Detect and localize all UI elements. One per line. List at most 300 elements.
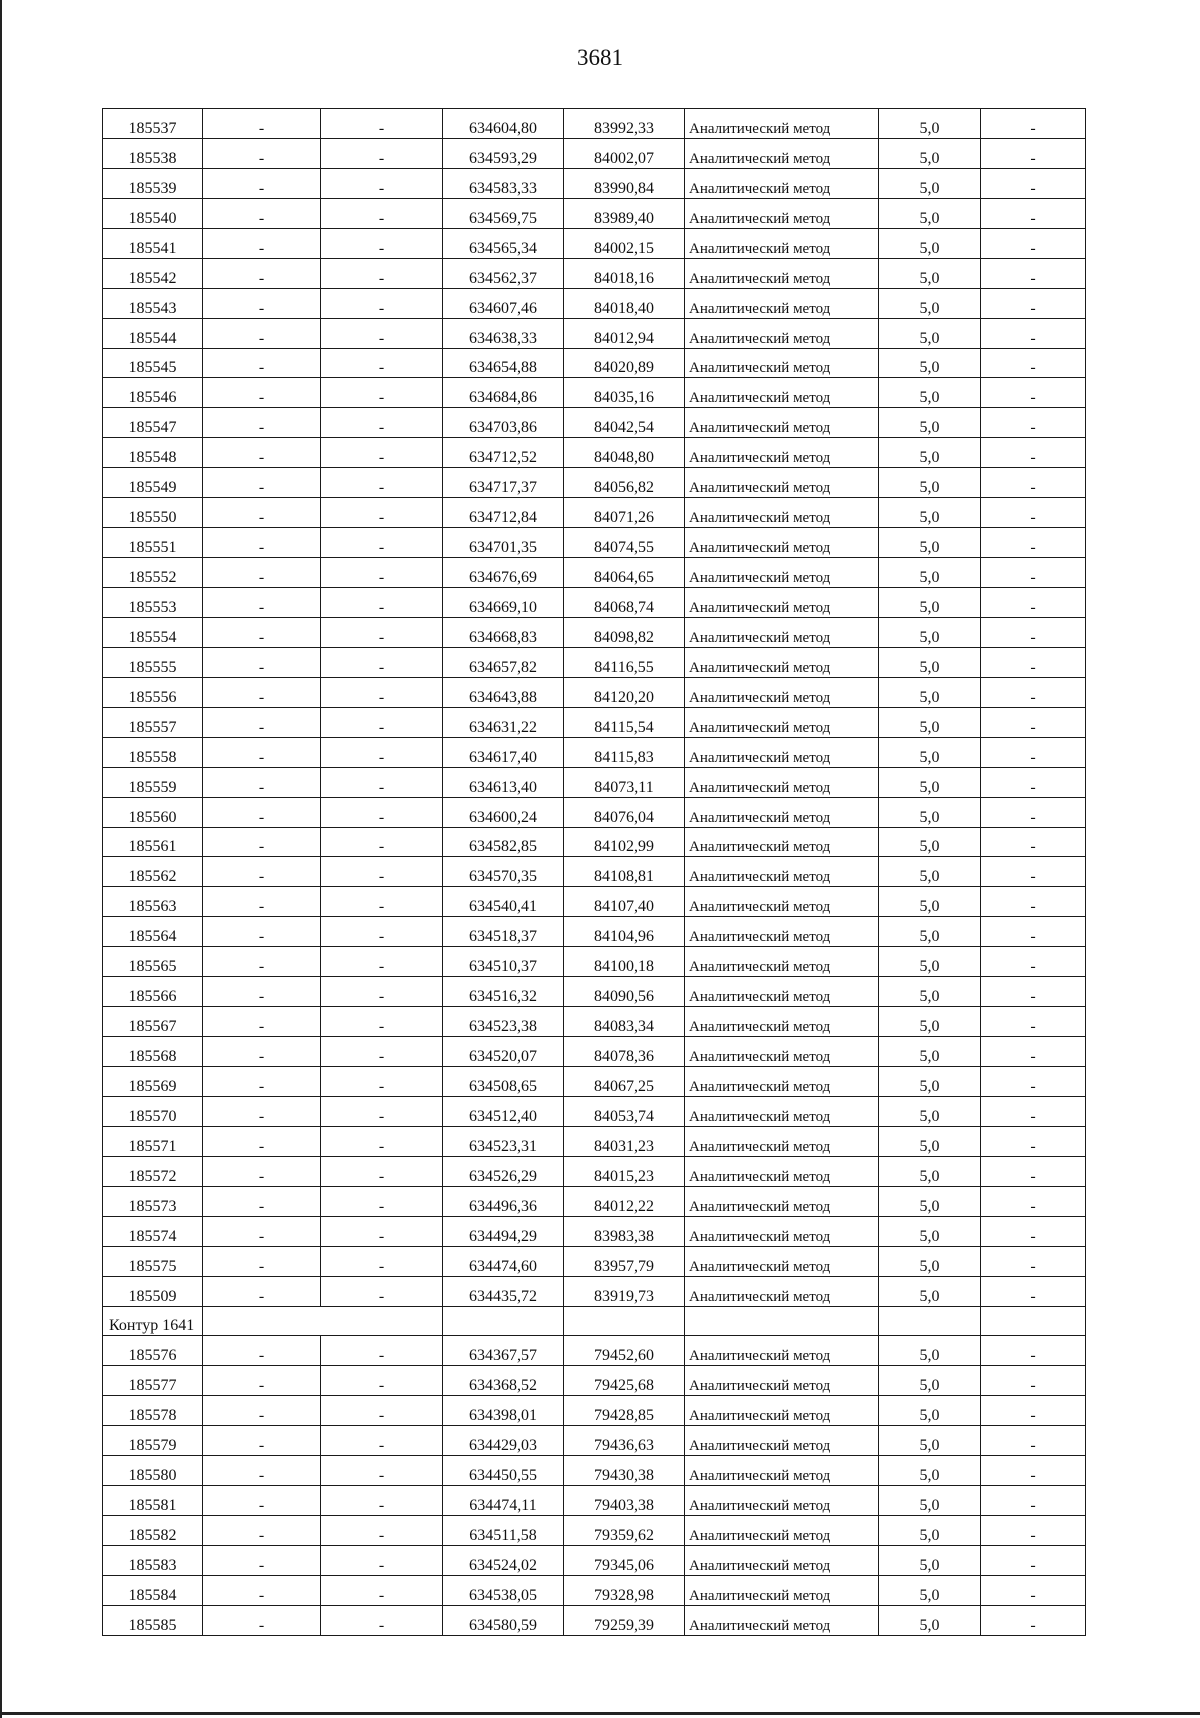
empty-dash-cell: - <box>321 767 443 797</box>
empty-dash-cell: - <box>981 1246 1086 1276</box>
method-cell: Аналитический метод <box>685 109 879 139</box>
point-number-cell: 185542 <box>103 258 203 288</box>
table-row <box>103 947 1086 977</box>
y-coordinate-cell: 84068,74 <box>564 588 685 618</box>
point-number-cell: 185545 <box>103 348 203 378</box>
table-row <box>103 887 1086 917</box>
method-cell: Аналитический метод <box>685 1486 879 1516</box>
table-row <box>103 737 1086 767</box>
empty-dash-cell: - <box>203 737 321 767</box>
x-coordinate-cell: 634523,38 <box>443 1007 564 1037</box>
method-cell: Аналитический метод <box>685 1096 879 1126</box>
empty-dash-cell: - <box>981 887 1086 917</box>
x-coordinate-cell: 634511,58 <box>443 1516 564 1546</box>
empty-dash-cell: - <box>203 887 321 917</box>
empty-dash-cell: - <box>203 1276 321 1306</box>
table-row <box>103 1366 1086 1396</box>
accuracy-cell: 5,0 <box>879 1605 981 1635</box>
empty-dash-cell: - <box>321 528 443 558</box>
table-row <box>103 1396 1086 1426</box>
empty-dash-cell: - <box>203 917 321 947</box>
point-number-cell: 185550 <box>103 498 203 528</box>
x-coordinate-cell: 634538,05 <box>443 1575 564 1605</box>
table-row <box>103 707 1086 737</box>
table-row <box>103 1426 1086 1456</box>
empty-dash-cell: - <box>321 1096 443 1126</box>
point-number-cell: 185568 <box>103 1037 203 1067</box>
point-number-cell: 185569 <box>103 1067 203 1097</box>
accuracy-cell: 5,0 <box>879 707 981 737</box>
method-cell: Аналитический метод <box>685 498 879 528</box>
page-number: 3681 <box>577 45 623 70</box>
empty-dash-cell: - <box>321 498 443 528</box>
x-coordinate-cell: 634717,37 <box>443 468 564 498</box>
empty-dash-cell: - <box>203 438 321 468</box>
empty-dash-cell: - <box>203 1156 321 1186</box>
x-coordinate-cell: 634607,46 <box>443 288 564 318</box>
empty-dash-cell: - <box>203 827 321 857</box>
point-number-cell: 185541 <box>103 228 203 258</box>
point-number-cell: 185574 <box>103 1216 203 1246</box>
table-row <box>103 498 1086 528</box>
empty-dash-cell: - <box>203 258 321 288</box>
empty-dash-cell: - <box>321 468 443 498</box>
y-coordinate-cell: 84048,80 <box>564 438 685 468</box>
method-cell: Аналитический метод <box>685 198 879 228</box>
empty-dash-cell: - <box>981 378 1086 408</box>
empty-dash-cell: - <box>203 1336 321 1366</box>
table-row <box>103 1516 1086 1546</box>
table-row <box>103 1156 1086 1186</box>
point-number-cell: 185562 <box>103 857 203 887</box>
empty-dash-cell: - <box>203 1186 321 1216</box>
page-border-left <box>0 0 2 1718</box>
table-row <box>103 288 1086 318</box>
empty-dash-cell: - <box>981 1336 1086 1366</box>
empty-dash-cell: - <box>321 1486 443 1516</box>
empty-dash-cell: - <box>321 1336 443 1366</box>
empty-dash-cell: - <box>203 1396 321 1426</box>
y-coordinate-cell: 84018,16 <box>564 258 685 288</box>
table-row <box>103 1456 1086 1486</box>
point-number-cell: 185509 <box>103 1276 203 1306</box>
accuracy-cell: 5,0 <box>879 198 981 228</box>
empty-dash-cell: - <box>981 707 1086 737</box>
empty-dash-cell: - <box>981 109 1086 139</box>
empty-dash-cell: - <box>321 378 443 408</box>
point-number-cell: 185549 <box>103 468 203 498</box>
empty-dash-cell: - <box>321 318 443 348</box>
empty-dash-cell: - <box>981 1067 1086 1097</box>
empty-dash-cell: - <box>981 1516 1086 1546</box>
empty-dash-cell: - <box>321 1246 443 1276</box>
empty-dash-cell: - <box>981 468 1086 498</box>
y-coordinate-cell: 84074,55 <box>564 528 685 558</box>
empty-dash-cell: - <box>321 1366 443 1396</box>
empty-dash-cell: - <box>321 408 443 438</box>
x-coordinate-cell: 634368,52 <box>443 1366 564 1396</box>
y-coordinate-cell: 83992,33 <box>564 109 685 139</box>
empty-dash-cell: - <box>203 1126 321 1156</box>
point-number-cell: 185548 <box>103 438 203 468</box>
x-coordinate-cell: 634450,55 <box>443 1456 564 1486</box>
x-coordinate-cell: 634583,33 <box>443 168 564 198</box>
empty-dash-cell: - <box>981 617 1086 647</box>
point-number-cell: 185565 <box>103 947 203 977</box>
point-number-cell: 185537 <box>103 109 203 139</box>
point-number-cell: 185570 <box>103 1096 203 1126</box>
method-cell: Аналитический метод <box>685 887 879 917</box>
page-border-bottom <box>0 1712 1200 1715</box>
method-cell: Аналитический метод <box>685 318 879 348</box>
table-row <box>103 109 1086 139</box>
x-coordinate-cell: 634508,65 <box>443 1067 564 1097</box>
point-number-cell: 185583 <box>103 1546 203 1576</box>
accuracy-cell: 5,0 <box>879 288 981 318</box>
point-number-cell: 185547 <box>103 408 203 438</box>
method-cell: Аналитический метод <box>685 438 879 468</box>
empty-dash-cell: - <box>203 138 321 168</box>
table-row <box>103 1126 1086 1156</box>
point-number-cell: 185556 <box>103 677 203 707</box>
empty-dash-cell: - <box>321 1216 443 1246</box>
x-coordinate-cell: 634570,35 <box>443 857 564 887</box>
empty-cell <box>203 1306 443 1336</box>
accuracy-cell: 5,0 <box>879 1546 981 1576</box>
empty-dash-cell: - <box>203 1605 321 1635</box>
accuracy-cell: 5,0 <box>879 857 981 887</box>
method-cell: Аналитический метод <box>685 647 879 677</box>
method-cell: Аналитический метод <box>685 1426 879 1456</box>
x-coordinate-cell: 634657,82 <box>443 647 564 677</box>
table-row <box>103 528 1086 558</box>
empty-dash-cell: - <box>981 348 1086 378</box>
accuracy-cell: 5,0 <box>879 1156 981 1186</box>
table-row <box>103 677 1086 707</box>
method-cell: Аналитический метод <box>685 1366 879 1396</box>
y-coordinate-cell: 83990,84 <box>564 168 685 198</box>
empty-dash-cell: - <box>321 558 443 588</box>
accuracy-cell: 5,0 <box>879 737 981 767</box>
method-cell: Аналитический метод <box>685 1575 879 1605</box>
empty-dash-cell: - <box>203 767 321 797</box>
point-number-cell: 185552 <box>103 558 203 588</box>
y-coordinate-cell: 83983,38 <box>564 1216 685 1246</box>
point-number-cell: 185560 <box>103 797 203 827</box>
method-cell: Аналитический метод <box>685 1216 879 1246</box>
accuracy-cell: 5,0 <box>879 438 981 468</box>
accuracy-cell: 5,0 <box>879 168 981 198</box>
empty-dash-cell: - <box>981 857 1086 887</box>
method-cell: Аналитический метод <box>685 528 879 558</box>
accuracy-cell: 5,0 <box>879 1516 981 1546</box>
accuracy-cell: 5,0 <box>879 617 981 647</box>
method-cell: Аналитический метод <box>685 797 879 827</box>
point-number-cell: 185538 <box>103 138 203 168</box>
empty-dash-cell: - <box>203 707 321 737</box>
table-row <box>103 438 1086 468</box>
point-number-cell: 185558 <box>103 737 203 767</box>
table-row <box>103 767 1086 797</box>
method-cell: Аналитический метод <box>685 1396 879 1426</box>
empty-dash-cell: - <box>203 977 321 1007</box>
point-number-cell: 185566 <box>103 977 203 1007</box>
point-number-cell: 185582 <box>103 1516 203 1546</box>
accuracy-cell: 5,0 <box>879 797 981 827</box>
empty-dash-cell: - <box>203 647 321 677</box>
empty-dash-cell: - <box>321 1456 443 1486</box>
method-cell: Аналитический метод <box>685 408 879 438</box>
x-coordinate-cell: 634684,86 <box>443 378 564 408</box>
x-coordinate-cell: 634668,83 <box>443 617 564 647</box>
accuracy-cell: 5,0 <box>879 408 981 438</box>
x-coordinate-cell: 634703,86 <box>443 408 564 438</box>
empty-dash-cell: - <box>981 1216 1086 1246</box>
point-number-cell: 185546 <box>103 378 203 408</box>
empty-dash-cell: - <box>203 588 321 618</box>
point-number-cell: 185577 <box>103 1366 203 1396</box>
coordinates-table-body <box>103 109 1086 1636</box>
y-coordinate-cell: 79403,38 <box>564 1486 685 1516</box>
y-coordinate-cell: 84102,99 <box>564 827 685 857</box>
y-coordinate-cell: 79259,39 <box>564 1605 685 1635</box>
empty-dash-cell: - <box>321 109 443 139</box>
empty-dash-cell: - <box>203 1366 321 1396</box>
empty-dash-cell: - <box>981 498 1086 528</box>
empty-dash-cell: - <box>321 1516 443 1546</box>
empty-dash-cell: - <box>203 378 321 408</box>
accuracy-cell: 5,0 <box>879 677 981 707</box>
accuracy-cell: 5,0 <box>879 1037 981 1067</box>
method-cell: Аналитический метод <box>685 138 879 168</box>
accuracy-cell: 5,0 <box>879 468 981 498</box>
x-coordinate-cell: 634520,07 <box>443 1037 564 1067</box>
accuracy-cell: 5,0 <box>879 1186 981 1216</box>
point-number-cell: 185584 <box>103 1575 203 1605</box>
point-number-cell: 185561 <box>103 827 203 857</box>
empty-dash-cell: - <box>981 977 1086 1007</box>
empty-cell <box>685 1306 879 1336</box>
empty-dash-cell: - <box>321 258 443 288</box>
empty-dash-cell: - <box>321 677 443 707</box>
empty-dash-cell: - <box>981 917 1086 947</box>
empty-dash-cell: - <box>203 109 321 139</box>
method-cell: Аналитический метод <box>685 1516 879 1546</box>
method-cell: Аналитический метод <box>685 258 879 288</box>
table-row <box>103 588 1086 618</box>
empty-dash-cell: - <box>981 1605 1086 1635</box>
y-coordinate-cell: 84100,18 <box>564 947 685 977</box>
x-coordinate-cell: 634429,03 <box>443 1426 564 1456</box>
table-row <box>103 647 1086 677</box>
point-number-cell: 185551 <box>103 528 203 558</box>
empty-dash-cell: - <box>981 1486 1086 1516</box>
accuracy-cell: 5,0 <box>879 558 981 588</box>
empty-dash-cell: - <box>203 318 321 348</box>
accuracy-cell: 5,0 <box>879 228 981 258</box>
y-coordinate-cell: 84116,55 <box>564 647 685 677</box>
table-row <box>103 378 1086 408</box>
empty-dash-cell: - <box>981 228 1086 258</box>
y-coordinate-cell: 84042,54 <box>564 408 685 438</box>
method-cell: Аналитический метод <box>685 1246 879 1276</box>
method-cell: Аналитический метод <box>685 228 879 258</box>
x-coordinate-cell: 634617,40 <box>443 737 564 767</box>
method-cell: Аналитический метод <box>685 947 879 977</box>
empty-dash-cell: - <box>321 1396 443 1426</box>
empty-dash-cell: - <box>203 797 321 827</box>
table-row <box>103 827 1086 857</box>
y-coordinate-cell: 79328,98 <box>564 1575 685 1605</box>
accuracy-cell: 5,0 <box>879 1426 981 1456</box>
accuracy-cell: 5,0 <box>879 1096 981 1126</box>
accuracy-cell: 5,0 <box>879 378 981 408</box>
empty-dash-cell: - <box>203 1486 321 1516</box>
empty-dash-cell: - <box>981 198 1086 228</box>
x-coordinate-cell: 634654,88 <box>443 348 564 378</box>
empty-dash-cell: - <box>203 1516 321 1546</box>
x-coordinate-cell: 634569,75 <box>443 198 564 228</box>
empty-dash-cell: - <box>203 857 321 887</box>
accuracy-cell: 5,0 <box>879 109 981 139</box>
empty-dash-cell: - <box>321 168 443 198</box>
table-row <box>103 1096 1086 1126</box>
method-cell: Аналитический метод <box>685 707 879 737</box>
empty-dash-cell: - <box>321 827 443 857</box>
method-cell: Аналитический метод <box>685 1546 879 1576</box>
table-row <box>103 348 1086 378</box>
x-coordinate-cell: 634474,11 <box>443 1486 564 1516</box>
empty-dash-cell: - <box>321 228 443 258</box>
empty-dash-cell: - <box>321 617 443 647</box>
x-coordinate-cell: 634631,22 <box>443 707 564 737</box>
accuracy-cell: 5,0 <box>879 1456 981 1486</box>
empty-dash-cell: - <box>321 1156 443 1186</box>
y-coordinate-cell: 84107,40 <box>564 887 685 917</box>
accuracy-cell: 5,0 <box>879 138 981 168</box>
point-number-cell: 185576 <box>103 1336 203 1366</box>
method-cell: Аналитический метод <box>685 1605 879 1635</box>
y-coordinate-cell: 84018,40 <box>564 288 685 318</box>
empty-cell <box>879 1306 981 1336</box>
x-coordinate-cell: 634565,34 <box>443 228 564 258</box>
table-row <box>103 1216 1086 1246</box>
empty-dash-cell: - <box>203 198 321 228</box>
table-row <box>103 258 1086 288</box>
empty-dash-cell: - <box>981 947 1086 977</box>
point-number-cell: 185573 <box>103 1186 203 1216</box>
coordinates-table <box>102 108 1086 1636</box>
empty-dash-cell: - <box>981 1546 1086 1576</box>
empty-dash-cell: - <box>321 1126 443 1156</box>
empty-dash-cell: - <box>321 947 443 977</box>
y-coordinate-cell: 84020,89 <box>564 348 685 378</box>
empty-dash-cell: - <box>203 947 321 977</box>
y-coordinate-cell: 84108,81 <box>564 857 685 887</box>
x-coordinate-cell: 634516,32 <box>443 977 564 1007</box>
empty-dash-cell: - <box>321 647 443 677</box>
empty-dash-cell: - <box>321 1546 443 1576</box>
y-coordinate-cell: 83919,73 <box>564 1276 685 1306</box>
empty-dash-cell: - <box>981 318 1086 348</box>
y-coordinate-cell: 84115,83 <box>564 737 685 767</box>
table-row <box>103 1336 1086 1366</box>
method-cell: Аналитический метод <box>685 288 879 318</box>
x-coordinate-cell: 634496,36 <box>443 1186 564 1216</box>
y-coordinate-cell: 84012,22 <box>564 1186 685 1216</box>
x-coordinate-cell: 634638,33 <box>443 318 564 348</box>
accuracy-cell: 5,0 <box>879 1246 981 1276</box>
x-coordinate-cell: 634669,10 <box>443 588 564 618</box>
empty-dash-cell: - <box>203 1007 321 1037</box>
accuracy-cell: 5,0 <box>879 528 981 558</box>
method-cell: Аналитический метод <box>685 1456 879 1486</box>
accuracy-cell: 5,0 <box>879 1067 981 1097</box>
y-coordinate-cell: 84073,11 <box>564 767 685 797</box>
empty-dash-cell: - <box>203 677 321 707</box>
accuracy-cell: 5,0 <box>879 1216 981 1246</box>
empty-dash-cell: - <box>203 348 321 378</box>
x-coordinate-cell: 634512,40 <box>443 1096 564 1126</box>
empty-dash-cell: - <box>981 1366 1086 1396</box>
empty-dash-cell: - <box>203 498 321 528</box>
x-coordinate-cell: 634518,37 <box>443 917 564 947</box>
y-coordinate-cell: 84115,54 <box>564 707 685 737</box>
y-coordinate-cell: 84083,34 <box>564 1007 685 1037</box>
method-cell: Аналитический метод <box>685 917 879 947</box>
method-cell: Аналитический метод <box>685 977 879 1007</box>
table-row <box>103 857 1086 887</box>
accuracy-cell: 5,0 <box>879 1396 981 1426</box>
empty-dash-cell: - <box>981 1156 1086 1186</box>
empty-dash-cell: - <box>203 528 321 558</box>
point-number-cell: 185581 <box>103 1486 203 1516</box>
point-number-cell: 185559 <box>103 767 203 797</box>
x-coordinate-cell: 634604,80 <box>443 109 564 139</box>
x-coordinate-cell: 634701,35 <box>443 528 564 558</box>
accuracy-cell: 5,0 <box>879 588 981 618</box>
x-coordinate-cell: 634510,37 <box>443 947 564 977</box>
method-cell: Аналитический метод <box>685 348 879 378</box>
method-cell: Аналитический метод <box>685 1186 879 1216</box>
x-coordinate-cell: 634524,02 <box>443 1546 564 1576</box>
empty-dash-cell: - <box>203 288 321 318</box>
method-cell: Аналитический метод <box>685 1067 879 1097</box>
point-number-cell: 185554 <box>103 617 203 647</box>
empty-dash-cell: - <box>203 1246 321 1276</box>
x-coordinate-cell: 634712,52 <box>443 438 564 468</box>
table-row <box>103 1186 1086 1216</box>
empty-dash-cell: - <box>321 1007 443 1037</box>
empty-dash-cell: - <box>321 707 443 737</box>
y-coordinate-cell: 84002,07 <box>564 138 685 168</box>
method-cell: Аналитический метод <box>685 168 879 198</box>
x-coordinate-cell: 634593,29 <box>443 138 564 168</box>
empty-dash-cell: - <box>981 1276 1086 1306</box>
x-coordinate-cell: 634676,69 <box>443 558 564 588</box>
point-number-cell: 185543 <box>103 288 203 318</box>
accuracy-cell: 5,0 <box>879 1126 981 1156</box>
empty-dash-cell: - <box>203 468 321 498</box>
point-number-cell: 185555 <box>103 647 203 677</box>
point-number-cell: 185571 <box>103 1126 203 1156</box>
table-row <box>103 797 1086 827</box>
table-row <box>103 1246 1086 1276</box>
x-coordinate-cell: 634526,29 <box>443 1156 564 1186</box>
method-cell: Аналитический метод <box>685 1037 879 1067</box>
empty-dash-cell: - <box>981 558 1086 588</box>
x-coordinate-cell: 634523,31 <box>443 1126 564 1156</box>
